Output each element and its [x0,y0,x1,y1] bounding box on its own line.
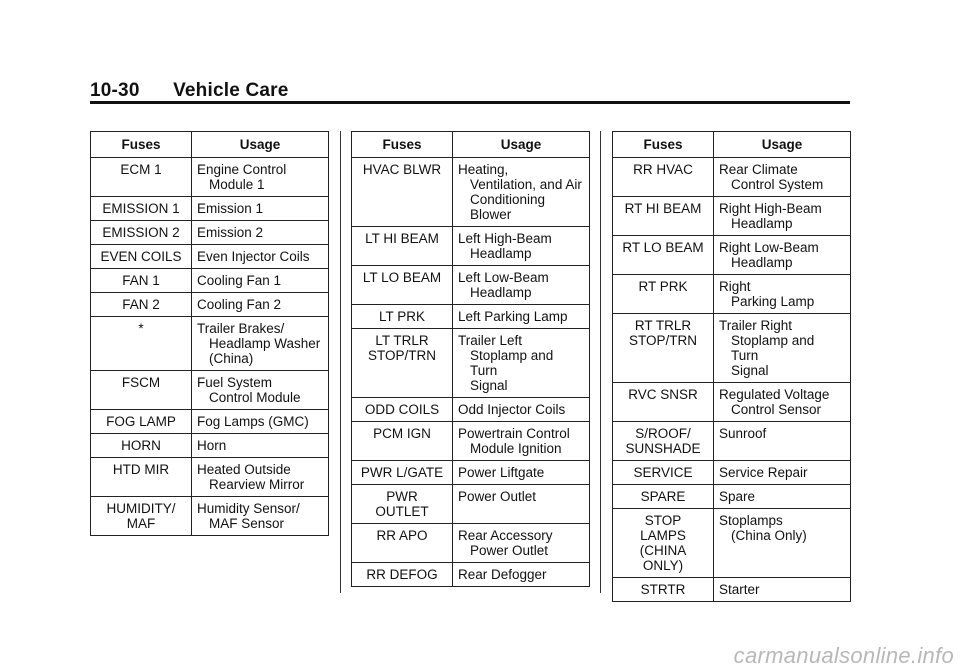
fuse-name-cell [613,485,714,509]
fuse-usage-cell [192,293,329,317]
fuse-usage-cell [714,461,851,485]
fuse-usage-line: Headlamp [470,285,532,300]
column-header-usage: Usage [453,132,590,158]
fuse-name-cell [91,221,192,245]
table-row [91,245,329,269]
table-row [91,497,329,536]
fuse-name-line: S/ROOF/ [635,426,691,441]
table-row [613,578,851,602]
fuse-name-line: RT LO BEAM [622,240,704,255]
fuse-usage-line: Heated Outside [197,462,291,477]
table-row [91,458,329,497]
fuse-name-line: RVC SNSR [628,387,698,402]
fuse-usage-line: Parking Lamp [731,294,815,309]
fuse-name-line: LT PRK [378,309,426,324]
fuse-usage-cell [453,524,590,563]
fuse-name-line: LT LO BEAM [362,270,442,285]
fuse-name-line: ECM 1 [120,162,162,177]
fuse-usage-line: Emission 1 [197,201,264,216]
fuse-usage-cell [192,458,329,497]
fuse-usage-line: Blower [470,207,512,222]
fuse-usage-line: Right Low-Beam [719,240,819,255]
fuse-usage-cell [192,317,329,371]
fuse-name-line: HORN [121,438,161,453]
fuse-usage-cell [714,485,851,509]
fuse-usage-line: Left High-Beam [458,231,552,246]
fuse-usage-line: (China) [209,351,254,366]
fuse-usage-line: Signal [470,378,508,393]
fuse-name-cell [352,266,453,305]
table-row [613,509,851,578]
fuse-usage-cell [192,434,329,458]
fuse-name-cell [91,497,192,536]
fuse-name-cell [352,422,453,461]
fuse-usage-cell [453,158,590,227]
column-divider-1 [340,131,341,593]
table-row [352,329,590,398]
fuse-usage-line: Module Ignition [470,441,562,456]
fuse-usage-line: Spare [719,489,756,504]
fuse-usage-line: Cooling Fan 1 [197,273,282,288]
fuse-table-2 [351,131,590,587]
fuse-name-cell [352,305,453,329]
fuse-name-line: PWR [386,489,418,504]
fuse-name-line: HUMIDITY/ [106,501,176,516]
table-row [91,269,329,293]
fuse-usage-cell [192,371,329,410]
fuse-name-line: (CHINA [639,543,687,558]
table-row [613,158,851,197]
fuse-name-cell [91,458,192,497]
fuse-name-line: STRTR [640,582,686,597]
table-row [613,383,851,422]
table-row [613,314,851,383]
fuse-name-cell [91,269,192,293]
fuse-usage-line: Left Low-Beam [458,270,549,285]
table-row [613,275,851,314]
fuse-name-cell [91,317,192,371]
fuse-usage-cell [192,269,329,293]
column-divider-2 [600,131,601,593]
fuse-name-line: FAN 2 [122,297,160,312]
fuse-name-line: LT HI BEAM [365,231,439,246]
fuse-usage-line: Headlamp [731,216,793,231]
fuse-name-line: RT PRK [638,279,688,294]
fuse-name-line: PWR L/GATE [360,465,444,480]
fuse-name-cell [352,563,453,587]
fuse-usage-cell [192,497,329,536]
fuse-usage-line: Signal [731,363,769,378]
fuse-usage-line: Odd Injector Coils [458,402,566,417]
fuse-usage-line: Heating, [458,162,509,177]
fuse-usage-cell [714,158,851,197]
table-row [91,221,329,245]
fuse-usage-line: Rear Accessory [458,528,553,543]
column-header-fuses: Fuses [352,132,453,158]
table-row [613,236,851,275]
fuse-table-3 [612,131,851,602]
table-row [352,266,590,305]
fuse-usage-line: Trailer Brakes/ [197,321,285,336]
watermark: carmanualsonline.info [733,643,954,668]
fuse-usage-cell [453,461,590,485]
fuse-name-line: LT TRLR [375,333,429,348]
fuse-name-cell [352,158,453,227]
fuse-name-cell [613,578,714,602]
fuse-usage-cell [714,314,851,383]
fuse-name-cell [613,236,714,275]
fuse-usage-cell [453,266,590,305]
fuse-usage-cell [453,329,590,398]
fuse-name-line: LAMPS [640,528,686,543]
fuse-name-cell [91,410,192,434]
table-row [91,158,329,197]
fuse-name-line: FOG LAMP [106,414,176,429]
table-row [613,461,851,485]
fuse-usage-cell [192,410,329,434]
fuse-usage-cell [714,509,851,578]
fuse-name-cell [91,293,192,317]
table-row [352,227,590,266]
fuse-name-line: HVAC BLWR [362,162,442,177]
fuse-usage-line: Engine Control [197,162,287,177]
table-row [352,398,590,422]
fuse-name-line: ONLY) [642,558,684,573]
fuse-name-line: OUTLET [375,504,429,519]
fuse-usage-line: Stoplamp and Turn [731,333,815,363]
fuse-name-line: FSCM [121,375,161,390]
fuse-name-line: EMISSION 1 [102,201,180,216]
fuse-name-line: EVEN COILS [100,249,182,264]
column-header-usage: Usage [192,132,329,158]
fuse-usage-line: (China Only) [731,528,807,543]
fuse-usage-cell [192,221,329,245]
fuse-name-cell [613,383,714,422]
table-row [613,197,851,236]
fuse-usage-line: Powertrain Control [458,426,570,441]
fuse-name-line: ODD COILS [364,402,440,417]
fuse-name-cell [352,329,453,398]
fuse-name-line: FAN 1 [122,273,160,288]
fuse-usage-line: Control Module [209,390,301,405]
fuse-usage-line: Horn [197,438,227,453]
fuse-name-cell [613,422,714,461]
fuse-name-cell [352,227,453,266]
table-row [352,305,590,329]
fuse-usage-line: Rearview Mirror [209,477,305,492]
table-row [91,410,329,434]
table-row [91,317,329,371]
fuse-usage-line: Fog Lamps (GMC) [197,414,309,429]
fuse-usage-line: Stoplamps [719,513,783,528]
fuse-usage-line: Right [719,279,751,294]
fuse-usage-line: Even Injector Coils [197,249,310,264]
fuse-usage-line: Power Outlet [458,489,537,504]
fuse-name-cell [613,314,714,383]
fuse-name-cell [352,524,453,563]
fuse-name-line: * [138,321,144,336]
fuse-name-cell [91,245,192,269]
fuse-usage-cell [714,383,851,422]
fuse-name-cell [352,398,453,422]
fuse-usage-cell [714,578,851,602]
fuse-usage-line: Humidity Sensor/ [197,501,300,516]
fuse-usage-line: Control Sensor [731,402,822,417]
fuse-usage-line: Service Repair [719,465,808,480]
fuse-name-line: EMISSION 2 [102,225,180,240]
fuse-usage-line: Left Parking Lamp [458,309,568,324]
header-rule [90,101,850,104]
page-header [90,80,850,102]
fuse-usage-cell [192,158,329,197]
column-header-usage: Usage [714,132,851,158]
table-row [352,485,590,524]
fuse-usage-line: Cooling Fan 2 [197,297,282,312]
fuse-name-line: SERVICE [633,465,693,480]
fuse-name-line: MAF [126,516,156,531]
fuse-usage-cell [714,422,851,461]
fuse-usage-line: Power Liftgate [458,465,545,480]
fuse-usage-cell [453,227,590,266]
table-row [613,422,851,461]
fuse-usage-line: Regulated Voltage [719,387,830,402]
fuse-name-line: STOP [644,513,682,528]
page-number: 10-30 [90,80,140,101]
table-row [91,293,329,317]
fuse-usage-cell [714,197,851,236]
table-row [613,485,851,509]
fuse-usage-line: Module 1 [209,177,265,192]
table-row [91,434,329,458]
fuse-usage-cell [453,305,590,329]
fuse-name-line: PCM IGN [373,426,431,441]
fuse-usage-cell [453,398,590,422]
fuse-usage-line: Control System [731,177,824,192]
column-header-fuses: Fuses [613,132,714,158]
fuse-usage-line: Rear Climate [719,162,798,177]
fuse-usage-cell [192,245,329,269]
fuse-usage-cell [714,236,851,275]
fuse-name-line: RT TRLR [634,318,692,333]
fuse-name-line: RR HVAC [633,162,693,177]
fuse-usage-line: Headlamp Washer [209,336,321,351]
table-row [91,197,329,221]
fuse-name-cell [613,509,714,578]
fuse-usage-line: Stoplamp and Turn [470,348,554,378]
fuse-name-cell [613,197,714,236]
table-row [352,158,590,227]
fuse-usage-line: Power Outlet [470,543,549,558]
fuse-name-cell [91,434,192,458]
fuse-usage-line: Sunroof [719,426,767,441]
fuse-usage-line: Ventilation, and Air [470,177,582,192]
fuse-name-line: HTD MIR [112,462,170,477]
table-row [352,461,590,485]
fuse-name-cell [352,485,453,524]
fuse-name-cell [613,158,714,197]
fuse-usage-line: Conditioning [470,192,546,207]
table-row [91,371,329,410]
fuse-name-line: RT HI BEAM [624,201,702,216]
fuse-name-cell [613,275,714,314]
fuse-name-cell [91,158,192,197]
fuse-usage-cell [714,275,851,314]
fuse-usage-line: Right High-Beam [719,201,822,216]
fuse-usage-line: Emission 2 [197,225,264,240]
fuse-name-line: RR APO [376,528,428,543]
fuse-table-1 [90,131,329,536]
fuse-name-cell [613,461,714,485]
fuse-usage-cell [453,485,590,524]
column-header-fuses: Fuses [91,132,192,158]
fuse-name-cell [91,197,192,221]
fuse-usage-line: Headlamp [470,246,532,261]
table-row [352,563,590,587]
fuse-usage-line: Fuel System [197,375,273,390]
fuse-name-line: STOP/TRN [628,333,697,348]
fuse-usage-line: Starter [719,582,760,597]
fuse-usage-line: Trailer Right [719,318,793,333]
fuse-usage-line: MAF Sensor [209,516,285,531]
fuse-usage-cell [453,563,590,587]
table-row [352,524,590,563]
fuse-name-line: SUNSHADE [625,441,701,456]
fuse-name-line: SPARE [640,489,686,504]
fuse-name-line: RR DEFOG [366,567,438,582]
fuse-usage-line: Trailer Left [458,333,523,348]
section-title: Vehicle Care [173,80,289,101]
fuse-usage-cell [453,422,590,461]
fuse-usage-line: Rear Defogger [458,567,547,582]
table-row [352,422,590,461]
fuse-name-cell [91,371,192,410]
fuse-name-line: STOP/TRN [367,348,436,363]
fuse-name-cell [352,461,453,485]
fuse-usage-line: Headlamp [731,255,793,270]
fuse-usage-cell [192,197,329,221]
